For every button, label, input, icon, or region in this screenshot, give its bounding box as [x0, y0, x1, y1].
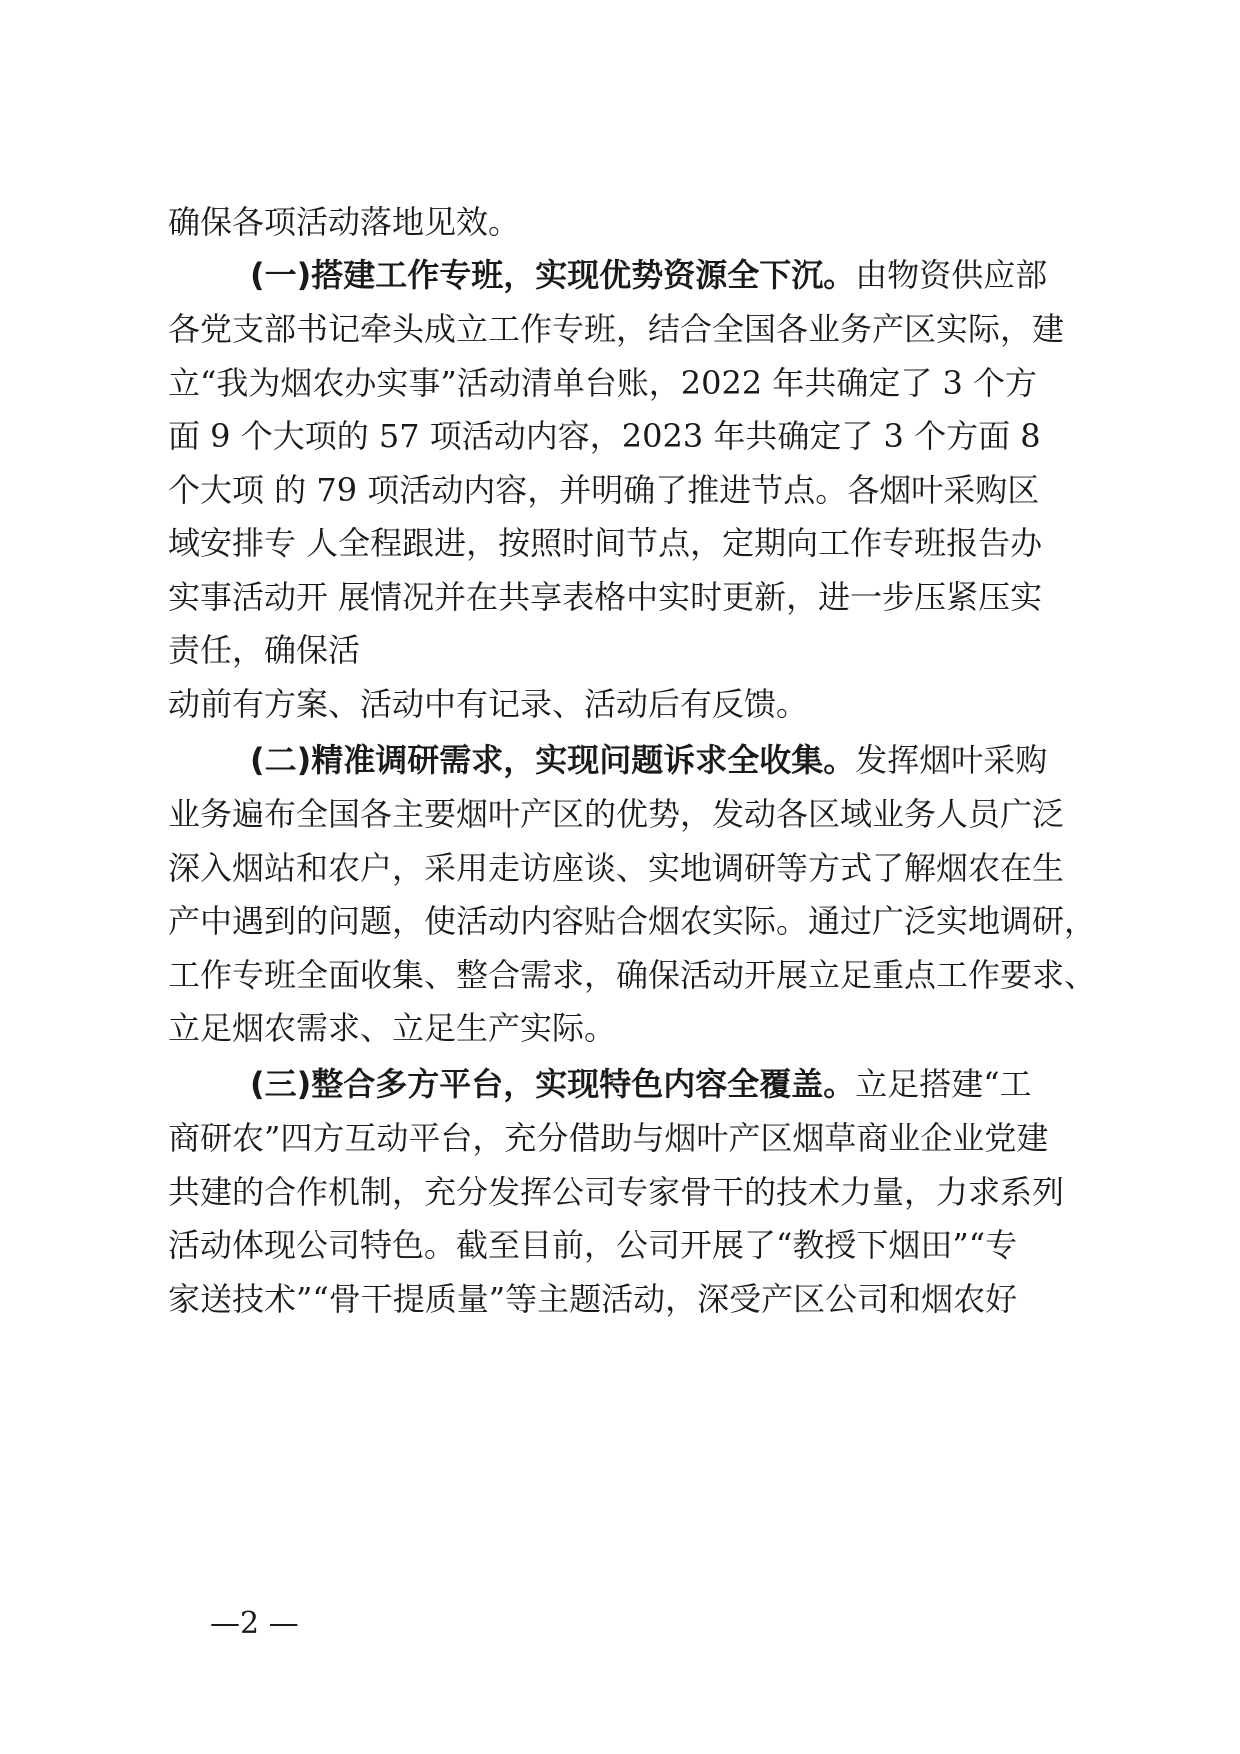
text-line-19: 共建的合作机制，充分发挥公司专家骨干的技术力量，力求系列 — [168, 1173, 1065, 1211]
section-1-lead-text: 由物资供应部 — [855, 256, 1048, 294]
section-3-heading: (三)整合多方平台，实现特色内容全覆盖。 — [250, 1065, 856, 1103]
section-1-heading: (一)搭建工作专班，实现优势资源全下沉。 — [250, 256, 856, 294]
text-line-16: 立足烟农需求、立足生产实际。 — [168, 1009, 617, 1047]
text-line-1: 确保各项活动落地见效。 — [168, 203, 521, 241]
text-line-13: 深入烟站和农户，采用走访座谈、实地调研等方式了解烟农在生 — [168, 849, 1065, 887]
page-number: —2 — — [210, 1606, 299, 1641]
section-3-lead-text: 立足搭建“工 — [855, 1065, 1032, 1103]
text-line-5: 面 9 个大项的 57 项活动内容，2023 年共确定了 3 个方面 8 — [168, 417, 1041, 455]
text-line-10: 动前有方案、活动中有记录、活动后有反馈。 — [168, 685, 809, 723]
text-line-21: 家送技术”“骨干提质量”等主题活动，深受产区公司和烟农好 — [168, 1280, 1018, 1318]
text-line-15: 工作专班全面收集、整合需求，确保活动开展立足重点工作要求、 — [168, 956, 1097, 994]
text-line-20: 活动体现公司特色。截至目前，公司开展了“教授下烟田”“专 — [168, 1226, 1018, 1264]
section-2-heading-line — [250, 740, 1047, 780]
text-line-9: 责任，确保活 — [168, 631, 361, 669]
text-line-3: 各党支部书记牵头成立工作专班，结合全国各业务产区实际，建 — [168, 310, 1065, 348]
section-2-lead-text: 发挥烟叶采购 — [855, 741, 1048, 779]
text-line-8: 实事活动开 展情况并在共享表格中实时更新，进一步压紧压实 — [168, 578, 1043, 616]
section-3-heading-line — [250, 1064, 1032, 1104]
section-2-heading: (二)精准调研需求，实现问题诉求全收集。 — [250, 741, 856, 779]
text-line-7: 域安排专 人全程跟进，按照时间节点，定期向工作专班报告办 — [168, 524, 1043, 562]
text-line-12: 业务遍布全国各主要烟叶产区的优势，发动各区域业务人员广泛 — [168, 795, 1065, 833]
text-line-6: 个大项 的 79 项活动内容，并明确了推进节点。各烟叶采购区 — [168, 471, 1040, 509]
text-line-18: 商研农”四方互动平台，充分借助与烟叶产区烟草商业企业党建 — [168, 1119, 1049, 1157]
text-line-14: 产中遇到的问题，使活动内容贴合烟农实际。通过广泛实地调研， — [168, 902, 1097, 940]
section-1-heading-line — [250, 255, 1047, 295]
text-line-4: 立“我为烟农办实事”活动清单台账，2022 年共确定了 3 个方 — [168, 364, 1038, 402]
